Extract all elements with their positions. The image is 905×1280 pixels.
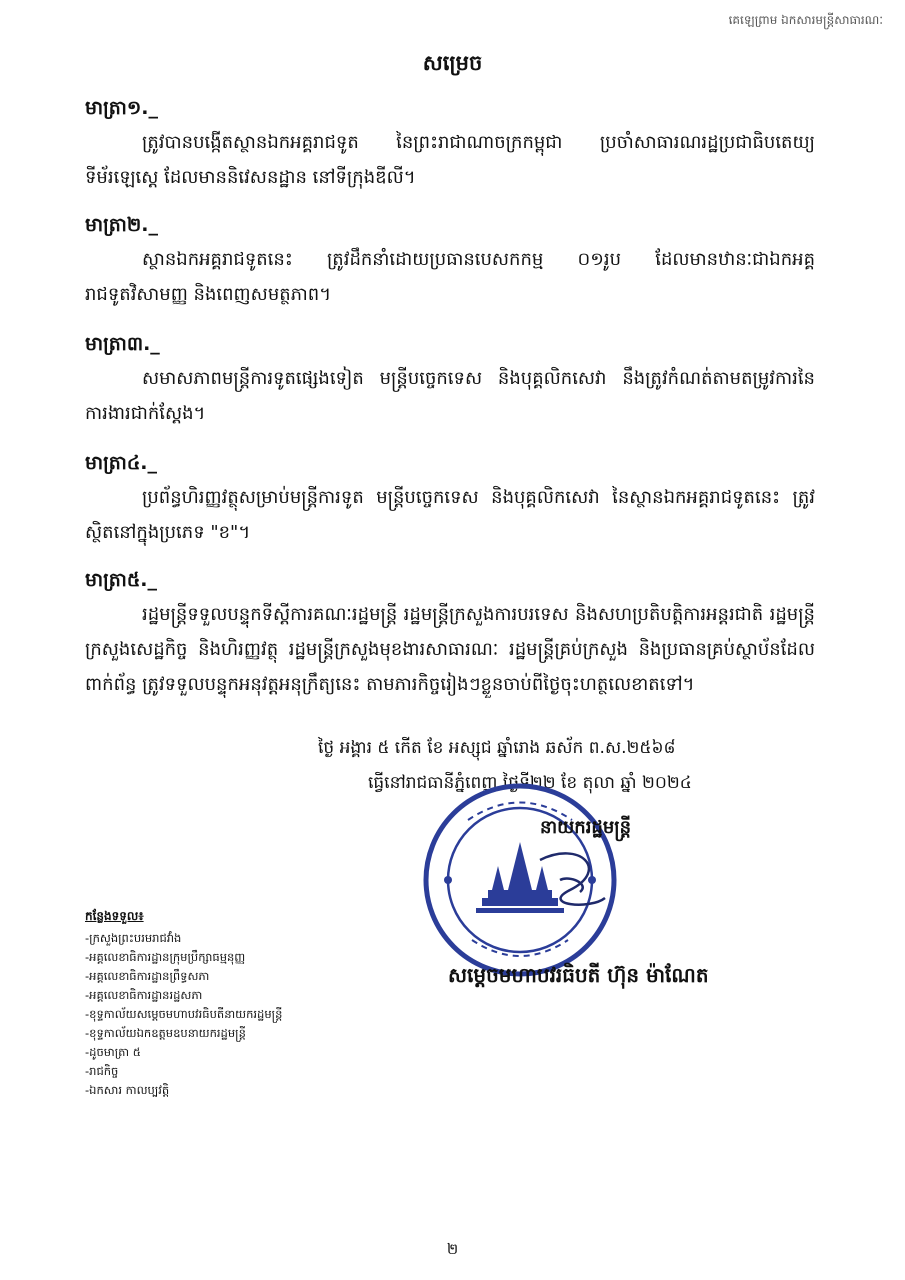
lunar-date: ថ្ងៃ អង្គារ ៥ កើត ខែ អស្សុជ ឆ្នាំរោង ឆស័ក ព.ស.២៥៦៨: [318, 738, 676, 758]
document-title: សម្រេច: [422, 51, 483, 75]
article-4-text: ប្រព័ន្ធហិរញ្ញវត្ថុសម្រាប់មន្ត្រីការទូត មន្ត្រីបច្ចេកទេស និងបុគ្គលិកសេវា នៃស្ថានឯកអគ្គរាជទូតនេះ ត្រូវស្ថិតនៅក្នុងប្រភេទ "ខ"។: [85, 487, 815, 543]
recipient-item: -អគ្គលេខាធិការដ្ឋានរដ្ឋសភា: [85, 988, 203, 1002]
article-1-text: ត្រូវបានបង្កើតស្ថានឯកអគ្គរាជទូត នៃព្រះរាជាណាចក្រកម្ពុជា ប្រចាំសាធារណរដ្ឋប្រជាធិបតេយ្យ ទីម័រឡេស្តេ ដែលមាននិវេសនដ្ឋាន នៅទីក្រុងឌីលី។: [85, 132, 815, 188]
article-2-heading: មាត្រា២._: [85, 214, 158, 236]
place-date: ធ្វើនៅរាជធានីភ្នំពេញ ថ្ងៃទី២២ ខែ តុលា ឆ្នាំ ២០២៤: [368, 773, 692, 793]
recipient-item: -ខុទ្ទកាល័យសម្តេចមហាបវរធិបតីនាយករដ្ឋមន្ត្រី: [85, 1007, 283, 1021]
recipient-item: -អគ្គលេខាធិការដ្ឋានក្រុមប្រឹក្សាធម្មនុញ្ញ: [85, 950, 246, 964]
signer-name: សម្តេចមហាបវរធិបតី ហ៊ុន ម៉ាណែត: [448, 963, 709, 987]
recipient-item: -អគ្គលេខាធិការដ្ឋានព្រឹទ្ធសភា: [85, 969, 210, 983]
recipient-item: -ក្រសួងព្រះបរមរាជវាំង: [85, 931, 182, 945]
recipient-item: -ឯកសារ កាលប្បវត្តិ: [85, 1083, 170, 1097]
recipient-item: -ដូចមាត្រា ៥: [85, 1045, 141, 1059]
page-number: ២: [446, 1240, 459, 1258]
article-2-text: ស្ថានឯកអគ្គរាជទូតនេះ ត្រូវដឹកនាំដោយប្រធានបេសកកម្ម ០១រូប ដែលមានឋានៈជាឯកអគ្គរាជទូតវិសាមញ្ញ និងពេញសមត្ថភាព។: [85, 249, 815, 305]
article-1-heading: មាត្រា១._: [85, 97, 158, 119]
article-3-heading: មាត្រា៣._: [85, 333, 160, 355]
recipients-block: [85, 908, 415, 1100]
header-note: គេឡេព្រាម ឯកសារមន្ត្រីសាធារណៈ: [728, 13, 883, 27]
article-5-text: រដ្ឋមន្ត្រីទទួលបន្ទុកទីស្តីការគណៈរដ្ឋមន្ត្រី រដ្ឋមន្ត្រីក្រសួងការបរទេស និងសហប្រតិបត្តិការអន្តរជាតិ រដ្ឋមន្ត្រីក្រសួងសេដ្ឋកិច្ច និងហិរញ្ញវត្ថុ រដ្ឋមន្ត្រីក្រសួងមុខងារសាធារណៈ រដ្ឋមន្ត្រីគ្រប់ក្រសួង និងប្រធានគ្រប់ស្ថាប័នដែលពាក់ព័ន្ធ ត្រូវទទួលបន្ទុកអនុវត្តអនុក្រឹត្យនេះ តាមភារកិច្ចរៀងៗខ្លួនចាប់ពីថ្ងៃចុះហត្ថលេខាតទៅ។: [85, 604, 815, 695]
recipient-item: -រាជកិច្ច: [85, 1064, 119, 1078]
article-5-heading: មាត្រា៥._: [85, 569, 158, 591]
official-seal-icon: [420, 780, 620, 980]
recipients-list: [85, 929, 415, 1100]
recipients-title: កន្លែងទទួល៖: [85, 909, 144, 923]
article-3-text: សមាសភាពមន្ត្រីការទូតផ្សេងទៀត មន្ត្រីបច្ចេកទេស និងបុគ្គលិកសេវា នឹងត្រូវកំណត់តាមតម្រូវការនៃការងារជាក់ស្តែង។: [85, 368, 815, 424]
signer-title: នាយករដ្ឋមន្ត្រី: [540, 817, 632, 838]
recipient-item: -ខុទ្ទកាល័យឯកឧត្តមឧបនាយករដ្ឋមន្ត្រី: [85, 1026, 246, 1040]
article-4-heading: មាត្រា៤._: [85, 452, 158, 474]
